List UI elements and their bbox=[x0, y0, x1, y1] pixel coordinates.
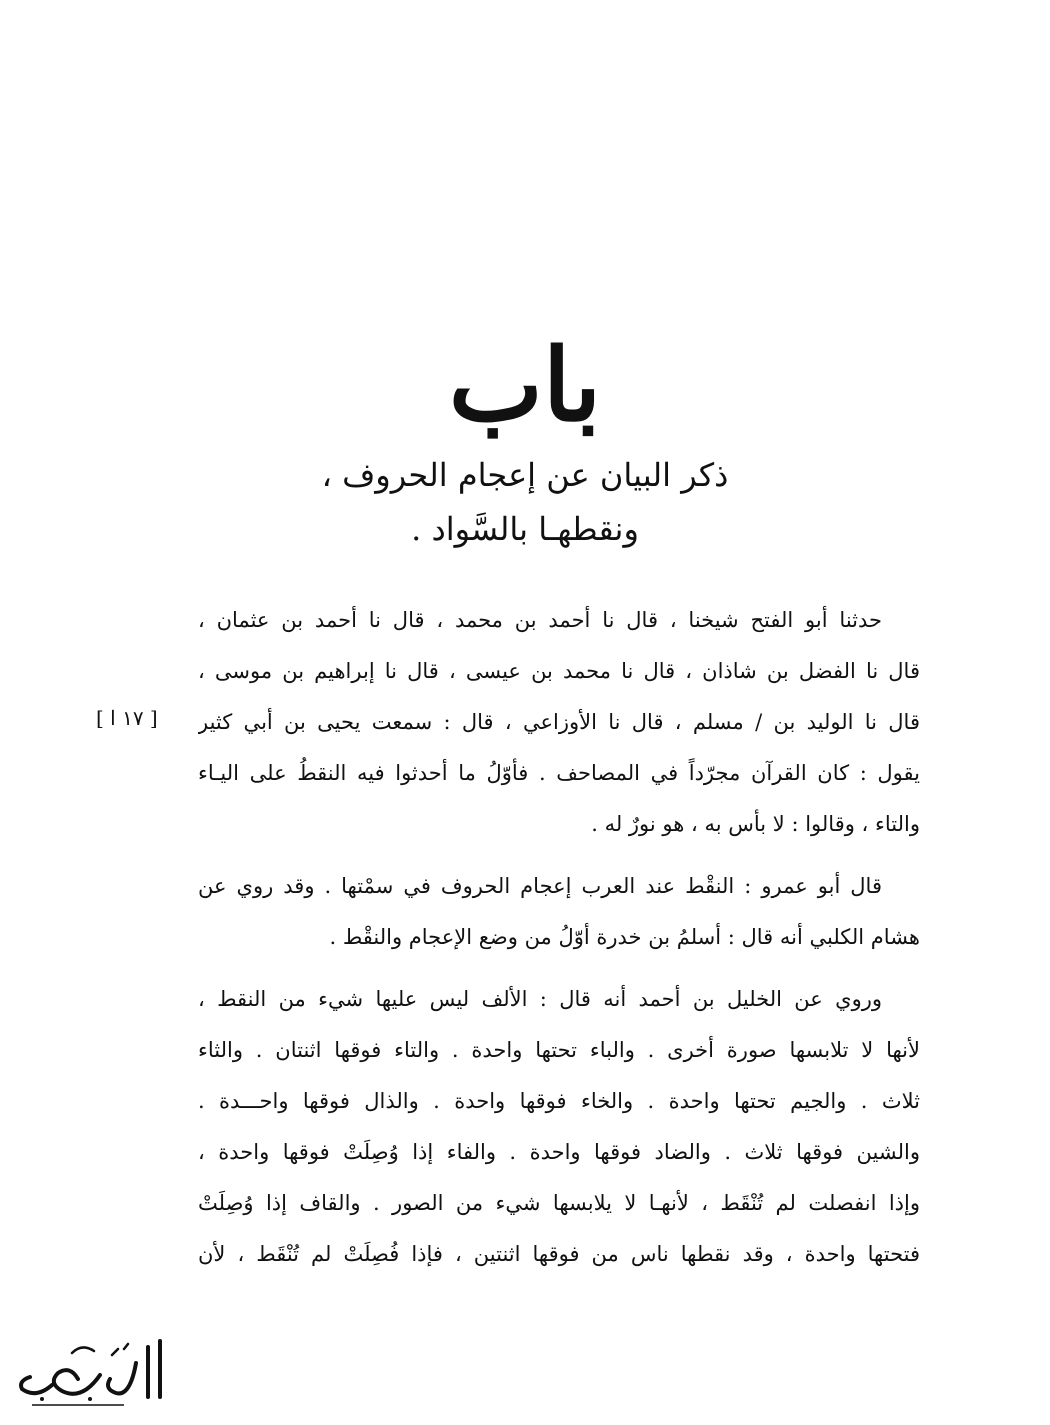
body-text bbox=[198, 595, 920, 1291]
paragraph-2 bbox=[198, 861, 920, 963]
text-line: ثلاث . والجيم تحتها واحدة . والخاء فوقها واحدة . والذال فوقها واحـــدة . bbox=[198, 1089, 920, 1113]
paragraph-3 bbox=[198, 974, 920, 1280]
chapter-subtitle bbox=[0, 448, 1050, 556]
library-stamp-logo bbox=[12, 1335, 177, 1415]
paragraph-1 bbox=[198, 595, 920, 850]
text-line: قال نا الوليد بن / مسلم ، قال نا الأوزاعي ، قال : سمعت يحيى بن أبي كثير bbox=[198, 710, 920, 734]
text-line: حدثنا أبو الفتح شيخنا ، قال نا أحمد بن محمد ، قال نا أحمد بن عثمان ، bbox=[198, 608, 882, 632]
chapter-title: باب bbox=[448, 326, 602, 444]
text-line: يقول : كان القرآن مجرّداً في المصاحف . فأوّلُ ما أحدثوا فيه النقطُ على اليـاء bbox=[198, 761, 920, 785]
manuscript-folio-note: [ ١٧ ا ] bbox=[96, 706, 158, 730]
stamp-calligraphy-icon bbox=[12, 1335, 177, 1415]
subtitle-line-1: ذكر البيان عن إعجام الحروف ، bbox=[321, 456, 729, 494]
text-line: قال أبو عمرو : النقْط عند العرب إعجام الحروف في سمْتها . وقد روي عن bbox=[198, 874, 882, 898]
text-line: فتحتها واحدة ، وقد نقطها ناس من فوقها اثنتين ، فإذا فُصِلَتْ لم تُنْقَط ، لأن bbox=[198, 1242, 920, 1266]
text-line: وإذا انفصلت لم تُنْقَط ، لأنهـا لا يلابسها شيء من الصور . والقاف إذا وُصِلَتْ bbox=[198, 1191, 920, 1215]
subtitle-line-2: ونقطهـا بالسَّواد . bbox=[411, 510, 639, 548]
text-line: هشام الكلبي أنه قال : أسلمُ بن خدرة أوّلُ من وضع الإعجام والنقْط . bbox=[329, 925, 920, 949]
text-line: والتاء ، وقالوا : لا بأس به ، هو نورٌ له . bbox=[591, 812, 920, 836]
text-line: وروي عن الخليل بن أحمد أنه قال : الألف ليس عليها شيء من النقط ، bbox=[198, 987, 882, 1011]
text-line: لأنها لا تلابسها صورة أخرى . والباء تحتها واحدة . والتاء فوقها اثنتان . والثاء bbox=[198, 1038, 920, 1062]
text-line: قال نا الفضل بن شاذان ، قال نا محمد بن عيسى ، قال نا إبراهيم بن موسى ، bbox=[198, 659, 920, 683]
text-line: والشين فوقها ثلاث . والضاد فوقها واحدة . والفاء إذا وُصِلَتْ فوقها واحدة ، bbox=[198, 1140, 920, 1164]
